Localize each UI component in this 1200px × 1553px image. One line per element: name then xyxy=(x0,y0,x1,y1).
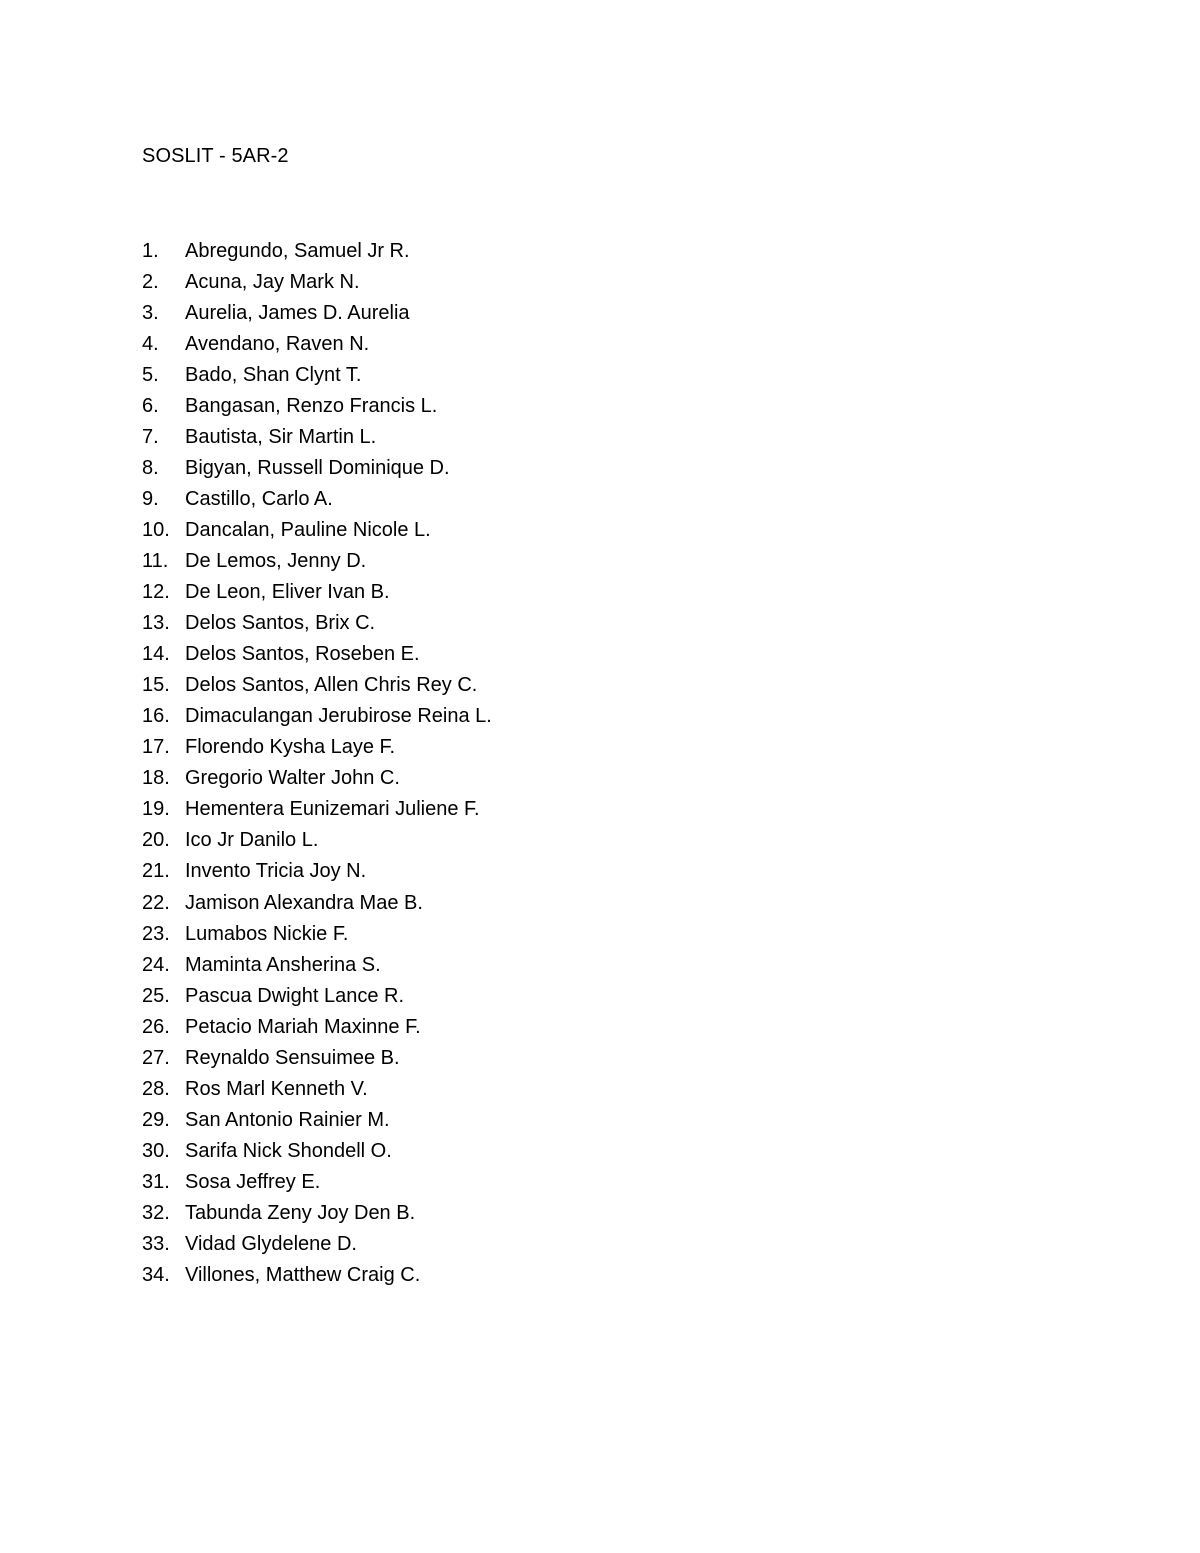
list-item xyxy=(142,514,492,545)
list-item-number: 4. xyxy=(142,332,159,355)
list-item-name: Maminta Ansherina S. xyxy=(185,953,381,976)
list-item-name: Invento Tricia Joy N. xyxy=(185,860,367,883)
list-item-number: 16. xyxy=(142,705,170,728)
list-item-number: 5. xyxy=(142,363,159,386)
list-item xyxy=(142,483,492,514)
list-item xyxy=(142,235,492,266)
list-item-number: 9. xyxy=(142,487,159,510)
list-item-name: De Leon, Eliver Ivan B. xyxy=(185,581,390,604)
list-item-name: Aurelia, James D. Aurelia xyxy=(185,301,410,324)
list-item xyxy=(142,545,492,576)
list-item-name: De Lemos, Jenny D. xyxy=(185,549,367,572)
list-item-name: Bado, Shan Clynt T. xyxy=(185,363,362,386)
list-item xyxy=(142,1135,492,1166)
list-item xyxy=(142,328,492,359)
list-item xyxy=(142,1229,492,1260)
list-item-number: 3. xyxy=(142,301,159,324)
list-item-number: 8. xyxy=(142,456,159,479)
list-item-name: Gregorio Walter John C. xyxy=(185,767,400,790)
list-item-number: 7. xyxy=(142,425,159,448)
list-item-name: Sosa Jeffrey E. xyxy=(185,1170,321,1193)
list-item xyxy=(142,980,492,1011)
list-item xyxy=(142,1197,492,1228)
list-item-name: Ros Marl Kenneth V. xyxy=(185,1077,368,1100)
list-item xyxy=(142,1073,492,1104)
list-item xyxy=(142,763,492,794)
list-item-name: Delos Santos, Roseben E. xyxy=(185,643,420,666)
list-item-number: 2. xyxy=(142,270,159,293)
list-item-number: 11. xyxy=(142,549,169,572)
list-item-number: 29. xyxy=(142,1108,170,1131)
list-item-number: 27. xyxy=(142,1046,170,1069)
list-item-number: 18. xyxy=(142,767,170,790)
list-item xyxy=(142,887,492,918)
list-item-number: 14. xyxy=(142,643,170,666)
list-item-number: 26. xyxy=(142,1015,170,1038)
list-item xyxy=(142,577,492,608)
list-item xyxy=(142,1011,492,1042)
list-item-number: 32. xyxy=(142,1201,170,1224)
list-item xyxy=(142,1166,492,1197)
list-item-number: 1. xyxy=(142,239,159,262)
list-item-name: Abregundo, Samuel Jr R. xyxy=(185,239,410,262)
list-item-name: Castillo, Carlo A. xyxy=(185,487,333,510)
list-item xyxy=(142,701,492,732)
list-item xyxy=(142,825,492,856)
list-item-number: 20. xyxy=(142,829,170,852)
list-item-name: Bigyan, Russell Dominique D. xyxy=(185,456,450,479)
list-item-number: 21. xyxy=(142,860,170,883)
list-item xyxy=(142,918,492,949)
list-item-number: 28. xyxy=(142,1077,170,1100)
list-item-number: 34. xyxy=(142,1264,170,1287)
list-item-name: Lumabos Nickie F. xyxy=(185,922,349,945)
list-item-number: 31. xyxy=(142,1170,170,1193)
list-item-number: 22. xyxy=(142,891,170,914)
list-item-name: Hementera Eunizemari Juliene F. xyxy=(185,798,480,821)
list-item-name: Ico Jr Danilo L. xyxy=(185,829,319,852)
list-item-name: Petacio Mariah Maxinne F. xyxy=(185,1015,421,1038)
list-item-number: 17. xyxy=(142,736,170,759)
list-item xyxy=(142,390,492,421)
list-item-number: 25. xyxy=(142,984,170,1007)
document-title: SOSLIT - 5AR-2 xyxy=(142,145,289,167)
list-item xyxy=(142,1042,492,1073)
list-item xyxy=(142,608,492,639)
list-item-name: Bautista, Sir Martin L. xyxy=(185,425,377,448)
list-item-name: Bangasan, Renzo Francis L. xyxy=(185,394,438,417)
list-item xyxy=(142,1260,492,1291)
list-item xyxy=(142,856,492,887)
list-item-number: 6. xyxy=(142,394,159,417)
list-item xyxy=(142,670,492,701)
student-list xyxy=(142,235,492,1291)
list-item-name: Dancalan, Pauline Nicole L. xyxy=(185,518,431,541)
list-item-name: Avendano, Raven N. xyxy=(185,332,370,355)
list-item xyxy=(142,452,492,483)
list-item xyxy=(142,639,492,670)
list-item-name: Jamison Alexandra Mae B. xyxy=(185,891,423,914)
list-item xyxy=(142,421,492,452)
list-item-name: Tabunda Zeny Joy Den B. xyxy=(185,1201,416,1224)
list-item-name: Florendo Kysha Laye F. xyxy=(185,736,396,759)
list-item-name: Vidad Glydelene D. xyxy=(185,1233,357,1256)
list-item-name: Delos Santos, Brix C. xyxy=(185,612,376,635)
list-item-number: 24. xyxy=(142,953,170,976)
list-item-number: 33. xyxy=(142,1233,170,1256)
list-item xyxy=(142,732,492,763)
list-item-number: 12. xyxy=(142,581,170,604)
list-item-name: Acuna, Jay Mark N. xyxy=(185,270,360,293)
list-item-number: 13. xyxy=(142,612,170,635)
list-item-number: 19. xyxy=(142,798,170,821)
list-item xyxy=(142,359,492,390)
list-item-name: San Antonio Rainier M. xyxy=(185,1108,390,1131)
list-item xyxy=(142,949,492,980)
list-item-number: 10. xyxy=(142,518,170,541)
list-item-name: Dimaculangan Jerubirose Reina L. xyxy=(185,705,492,728)
list-item-number: 15. xyxy=(142,674,170,697)
list-item-name: Reynaldo Sensuimee B. xyxy=(185,1046,400,1069)
list-item-number: 30. xyxy=(142,1139,170,1162)
list-item-name: Villones, Matthew Craig C. xyxy=(185,1264,421,1287)
list-item xyxy=(142,794,492,825)
list-item-name: Sarifa Nick Shondell O. xyxy=(185,1139,392,1162)
list-item-name: Delos Santos, Allen Chris Rey C. xyxy=(185,674,478,697)
list-item xyxy=(142,297,492,328)
list-item-number: 23. xyxy=(142,922,170,945)
list-item-name: Pascua Dwight Lance R. xyxy=(185,984,405,1007)
list-item xyxy=(142,1104,492,1135)
list-item xyxy=(142,266,492,297)
